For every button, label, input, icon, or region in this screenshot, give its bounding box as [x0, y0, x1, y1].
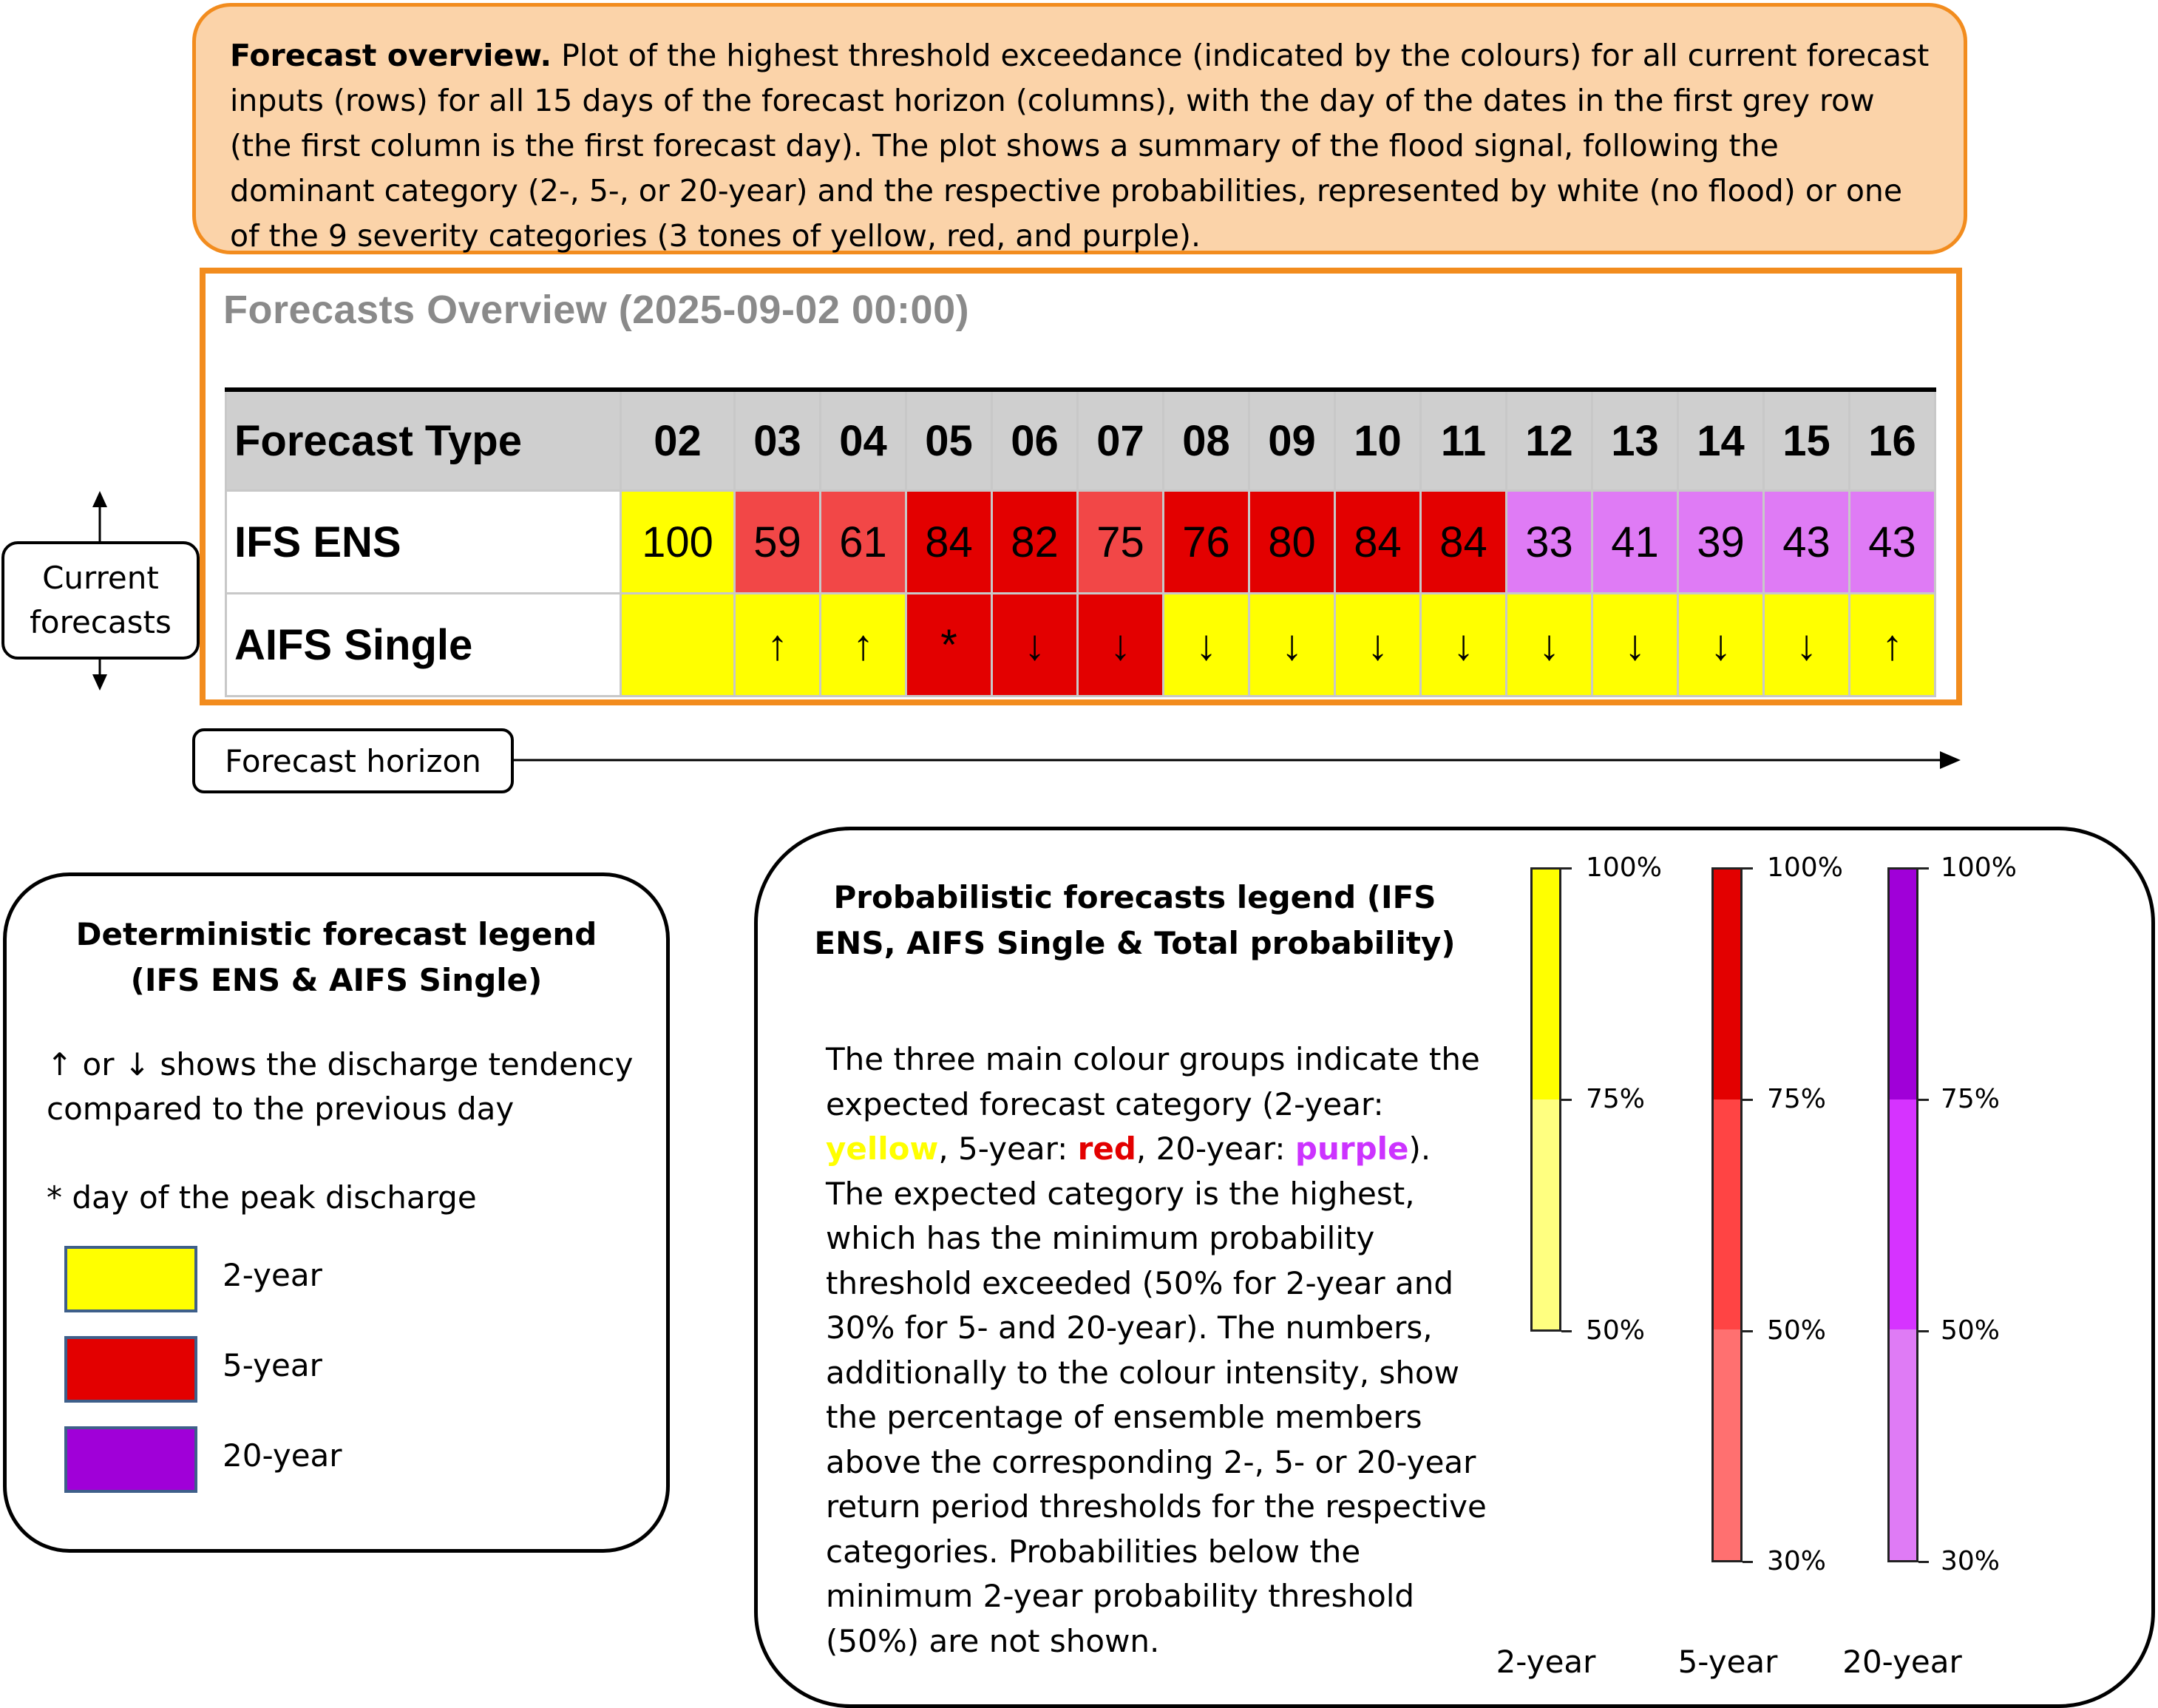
aifs-single-cell-07: ↓: [1078, 594, 1164, 697]
colorbar-label-2-year: 2-year: [1496, 1644, 1596, 1680]
row-label-aifs-single: AIFS Single: [226, 594, 621, 697]
probabilistic-legend: [754, 827, 2155, 1708]
swatch-label-2-year: 2-year: [223, 1257, 322, 1293]
tick-label-20y-100: 100%: [1941, 853, 2017, 883]
colorbar-5-year-low: [1714, 1329, 1740, 1560]
day-header-15: 15: [1764, 390, 1850, 491]
aifs-single-cell-16: ↑: [1850, 594, 1935, 697]
prob-title-line2: ENS, AIFS Single & Total probability): [814, 925, 1456, 961]
down-arrowhead: [92, 674, 107, 691]
tick-label-5y-75: 75%: [1767, 1084, 1827, 1114]
current-forecasts-label: [1, 541, 200, 660]
tick: [1743, 1330, 1753, 1332]
tick-label-5y-100: 100%: [1767, 853, 1843, 883]
aifs-single-cell-08: ↓: [1164, 594, 1249, 697]
current-line2: forecasts: [30, 604, 172, 640]
day-header-11: 11: [1421, 390, 1507, 491]
ifs-ens-cell-03: 59: [735, 491, 821, 594]
aifs-single-cell-14: ↓: [1678, 594, 1764, 697]
ifs-ens-cell-02: 100: [621, 491, 735, 594]
ifs-ens-cell-04: 61: [821, 491, 906, 594]
purple-word: purple: [1295, 1131, 1409, 1167]
colorbar-5-year-mid: [1714, 1099, 1740, 1329]
ifs-ens-cell-11: 84: [1421, 491, 1507, 594]
colorbar-label-20-year: 20-year: [1842, 1644, 1962, 1680]
aifs-single-cell-09: ↓: [1249, 594, 1335, 697]
colorbar-5-year-high: [1714, 870, 1740, 1099]
aifs-single-cell-13: ↓: [1592, 594, 1678, 697]
tick: [1743, 1561, 1753, 1563]
day-header-09: 09: [1249, 390, 1335, 491]
tendency-text: ↑ or ↓ shows the discharge tendency compared to the previous day: [47, 1046, 634, 1127]
deterministic-legend: [3, 872, 670, 1553]
colorbar-20-year-mid: [1890, 1099, 1916, 1329]
aifs-single-cell-15: ↓: [1764, 594, 1850, 697]
tick: [1561, 1330, 1572, 1332]
colorbar-label-5-year: 5-year: [1677, 1644, 1778, 1680]
peak-text: * day of the peak discharge: [47, 1179, 477, 1216]
tick-label-5y-50: 50%: [1767, 1315, 1827, 1346]
ifs-ens-cell-07: 75: [1078, 491, 1164, 594]
tick-label-2y-75: 75%: [1586, 1084, 1646, 1114]
swatch-label-5-year: 5-year: [223, 1347, 322, 1383]
aifs-single-cell-12: ↓: [1507, 594, 1592, 697]
ifs-ens-cell-08: 76: [1164, 491, 1249, 594]
row-label-ifs-ens: IFS ENS: [226, 491, 621, 594]
day-header-10: 10: [1335, 390, 1421, 491]
ifs-ens-cell-15: 43: [1764, 491, 1850, 594]
ifs-ens-cell-05: 84: [906, 491, 992, 594]
tick: [1918, 1330, 1929, 1332]
tick: [1918, 1099, 1929, 1101]
aifs-single-cell-04: ↑: [821, 594, 906, 697]
yellow-word: yellow: [826, 1131, 939, 1167]
swatch-5-year: [64, 1336, 197, 1403]
day-header-04: 04: [821, 390, 906, 491]
caption-bold: Forecast overview.: [230, 38, 552, 73]
tick: [1561, 867, 1572, 870]
colorbar-2-year-high: [1533, 870, 1559, 1099]
tick: [1561, 1099, 1572, 1101]
day-header-13: 13: [1592, 390, 1678, 491]
tick: [1743, 867, 1753, 870]
tick: [1743, 1099, 1753, 1101]
det-title-line1: Deterministic forecast legend: [75, 916, 597, 952]
det-title-line2: (IFS ENS & AIFS Single): [130, 962, 543, 998]
deterministic-legend-title: [7, 912, 666, 1003]
day-header-07: 07: [1078, 390, 1164, 491]
aifs-single-cell-05: *: [906, 594, 992, 697]
tick-label-2y-50: 50%: [1586, 1315, 1646, 1346]
prob-text-part1: The three main colour groups indicate the expected forecast category (2-year:: [826, 1041, 1480, 1122]
tick-label-20y-30: 30%: [1941, 1546, 2001, 1576]
ifs-ens-cell-09: 80: [1249, 491, 1335, 594]
up-arrowhead: [92, 491, 107, 507]
prob-title-line1: Probabilistic forecasts legend (IFS: [833, 879, 1436, 915]
caption-text: Plot of the highest threshold exceedance (indicated by the colours) for all current forecast inputs (rows) for all 15 days of the forecast horizon (columns), with the day of the dates in the first grey row (the first column is the first forecast day). The plot shows a summary of the flood signal, following the dominant category (2-, 5-, or 20-year) and the respective probabilities, represented by white (no flood) or one of the 9 severity categories (3 tones of yellow, red, and purple).: [230, 38, 1930, 254]
day-header-14: 14: [1678, 390, 1764, 491]
colorbar-2-year-low: [1533, 1099, 1559, 1329]
tick-label-20y-75: 75%: [1941, 1084, 2001, 1114]
aifs-single-cell-06: ↓: [992, 594, 1078, 697]
overview-title: Forecasts Overview (2025-09-02 00:00): [223, 288, 970, 332]
prob-text-part3: , 20-year:: [1136, 1131, 1295, 1167]
swatch-20-year: [64, 1426, 197, 1493]
forecast-type-header: Forecast Type: [226, 390, 621, 491]
ifs-ens-cell-06: 82: [992, 491, 1078, 594]
day-header-08: 08: [1164, 390, 1249, 491]
ifs-ens-cell-12: 33: [1507, 491, 1592, 594]
colorbar-20-year-high: [1890, 870, 1916, 1099]
tick: [1918, 867, 1929, 870]
tick: [1918, 1561, 1929, 1563]
ifs-ens-cell-16: 43: [1850, 491, 1935, 594]
swatch-2-year: [64, 1246, 197, 1312]
day-header-06: 06: [992, 390, 1078, 491]
ifs-ens-cell-13: 41: [1592, 491, 1678, 594]
ifs-ens-cell-10: 84: [1335, 491, 1421, 594]
swatch-label-20-year: 20-year: [223, 1437, 342, 1474]
tick-label-20y-50: 50%: [1941, 1315, 2001, 1346]
colorbar-20-year-low: [1890, 1329, 1916, 1560]
prob-text-part4: ). The expected category is the highest, which has the minimum probability threshold exceeded (50% for 2-year and 30% for 5- and 20-year). The numbers, additionally to the colour intensity, show the percentage of ensemble members above the corresponding 2-, 5- or 20-year return period thresholds for the respective categories. Probabilities below the minimum 2-year probability threshold (50%) are not shown.: [826, 1131, 1487, 1659]
day-header-16: 16: [1850, 390, 1935, 491]
red-word: red: [1077, 1131, 1136, 1167]
colorbar-2-year: [1530, 867, 1561, 1332]
aifs-single-cell-03: ↑: [735, 594, 821, 697]
colorbar-5-year: [1711, 867, 1743, 1562]
day-header-03: 03: [735, 390, 821, 491]
ifs-ens-cell-14: 39: [1678, 491, 1764, 594]
day-header-12: 12: [1507, 390, 1592, 491]
day-header-02: 02: [621, 390, 735, 491]
day-header-05: 05: [906, 390, 992, 491]
horizon-arrowhead: [1940, 751, 1961, 769]
current-line1: Current: [42, 560, 159, 596]
tick-label-2y-100: 100%: [1586, 853, 1662, 883]
aifs-single-cell-10: ↓: [1335, 594, 1421, 697]
aifs-single-cell-11: ↓: [1421, 594, 1507, 697]
probabilistic-legend-text: [826, 1037, 1491, 1664]
tick-label-5y-30: 30%: [1767, 1546, 1827, 1576]
forecast-horizon-label: Forecast horizon: [192, 728, 514, 793]
prob-text-part2: , 5-year:: [938, 1131, 1078, 1167]
colorbar-20-year: [1887, 867, 1918, 1562]
probabilistic-legend-title: [802, 875, 1467, 966]
